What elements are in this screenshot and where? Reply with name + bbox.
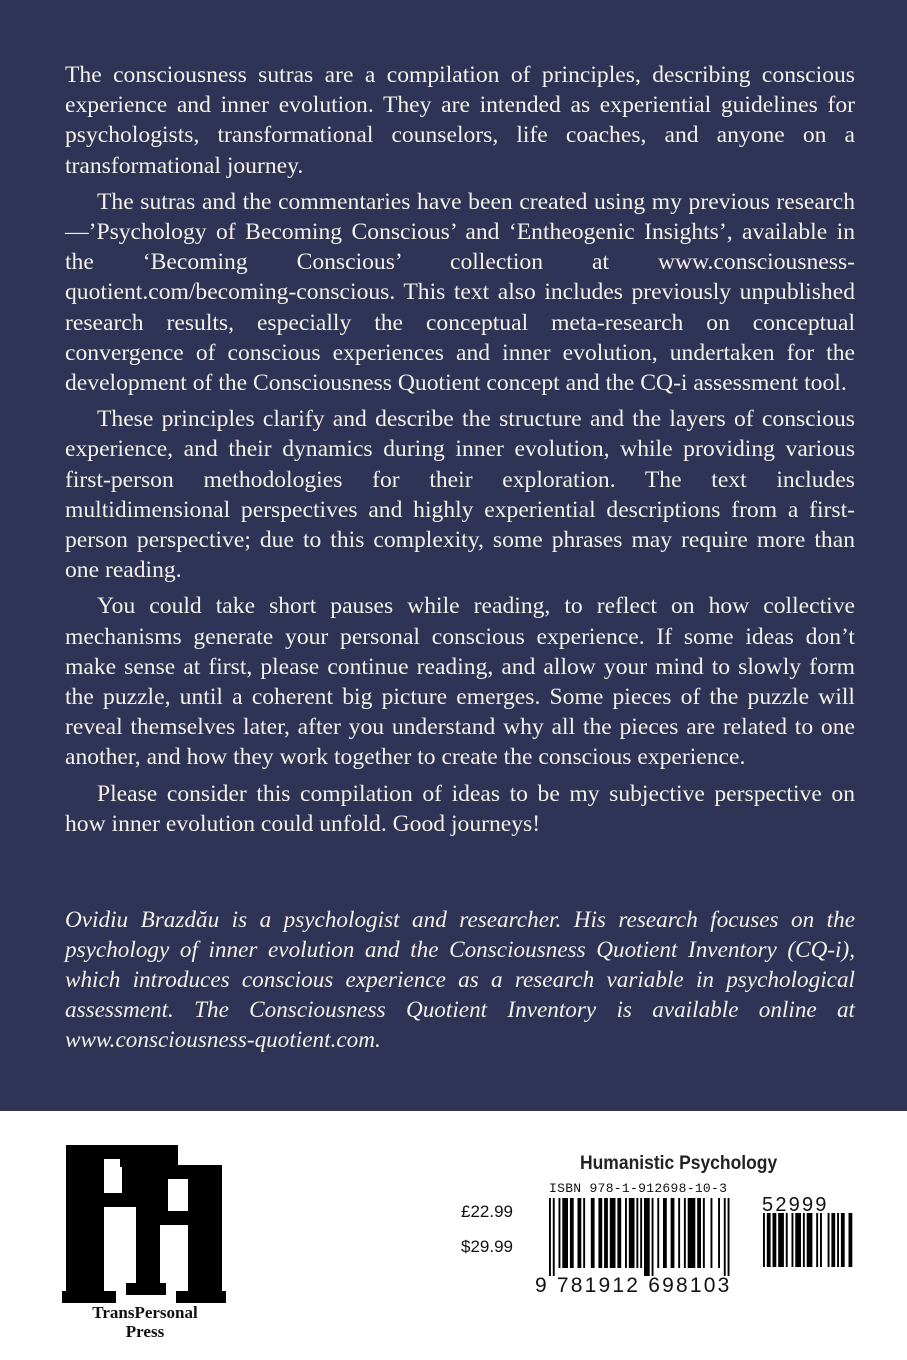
barcode-digits: 9 781912 698103 (535, 1274, 732, 1297)
addon-digits: 52999 (762, 1194, 829, 1216)
barcode-bar (718, 1198, 720, 1268)
barcode-bar (795, 1213, 801, 1267)
barcode-bar (728, 1198, 730, 1276)
publisher-name-line1: TransPersonal (92, 1303, 198, 1322)
price-usd: $29.99 (461, 1237, 513, 1256)
barcode-bar (786, 1213, 788, 1267)
barcode-bar (562, 1198, 568, 1268)
isbn-barcode (549, 1198, 749, 1276)
barcode-bar (816, 1213, 818, 1267)
barcode-panel (0, 1111, 907, 1360)
barcode-bar (678, 1198, 680, 1268)
barcode-bar (773, 1213, 777, 1267)
blurb-paragraph: You could take short pauses while reading, to reflect on how collective mechanisms generate your personal conscious experience. If some ideas don’t make sense at first, please continue reading, and allow your mind to slowly form the puzzle, until a coherent big picture emerges. Some pieces of the puzzle will reveal themselves later, after you understand why all the pieces are related to one another, and how they work together to create the conscious experience. (65, 593, 855, 771)
addon-barcode (763, 1213, 855, 1275)
blurb-paragraph: Please consider this compilation of ideas to be my subjective perspective on how inner evolution could unfold. Good journeys! (65, 780, 855, 837)
barcode-bar (767, 1213, 771, 1267)
barcode-bar (688, 1198, 696, 1268)
barcode-bar (591, 1198, 595, 1268)
barcode-bar (763, 1213, 765, 1267)
barcode-bar (831, 1213, 835, 1267)
barcode-bar (663, 1198, 667, 1268)
category-label: Humanistic Psychology (580, 1153, 778, 1174)
barcode-bar (583, 1198, 585, 1268)
barcode-bar (697, 1198, 701, 1268)
barcode-bar (778, 1213, 784, 1267)
barcode-bar (684, 1198, 686, 1268)
barcode-bar (671, 1198, 675, 1268)
back-cover-blurb (65, 60, 855, 845)
barcode-bar (636, 1198, 638, 1268)
barcode-bar (559, 1198, 561, 1268)
barcode-bar (657, 1198, 659, 1268)
barcode-bar (553, 1198, 555, 1276)
barcode-bar (711, 1198, 713, 1268)
barcode-bar (625, 1198, 627, 1268)
barcode-bar (610, 1198, 616, 1268)
barcode-bar (807, 1213, 813, 1267)
publisher-logo (62, 1141, 227, 1306)
barcode-bar (803, 1213, 805, 1267)
barcode-bar (837, 1213, 839, 1267)
barcode-bar (578, 1198, 582, 1268)
barcode-bar (724, 1198, 726, 1276)
barcode-bar (617, 1198, 621, 1268)
barcode-bar (849, 1213, 853, 1267)
barcode-bar (820, 1213, 822, 1267)
barcode-bar (604, 1198, 608, 1268)
price-gbp: £22.99 (461, 1202, 513, 1221)
barcode-bar (629, 1198, 635, 1268)
blurb-paragraph: The consciousness sutras are a compilation of principles, describing conscious experience and inner evolution. They are intended as experiential guidelines for psychologists, transformational counselors, life coaches, and anyone on a transformational journey. (65, 62, 855, 179)
blurb-paragraph: The sutras and the commentaries have been created using my previous research—’Psychology of Becoming Conscious’ and ‘Entheogenic Insights’, available in the ‘Becoming Conscious’ collection at www.consciousness-quotient.com/becoming-conscious. This text also includes previously unpublished research results, especially the conceptual meta-research on conceptual convergence of conscious experiences and inner evolution, undertaken for the development of the Consciousness Quotient concept and the CQ-i assessment tool. (65, 188, 855, 397)
barcode-bar (841, 1213, 845, 1267)
publisher-name (55, 1303, 235, 1341)
barcode-bar (570, 1198, 574, 1268)
barcode-bar (652, 1198, 654, 1276)
barcode-bar (549, 1198, 551, 1276)
publisher-name-line2: Press (125, 1322, 165, 1341)
isbn-text: ISBN 978-1-912698-10-3 (549, 1181, 728, 1196)
barcode-bar (644, 1198, 650, 1276)
author-bio: Ovidiu Brazdău is a psychologist and researcher. His research focuses on the psychology of inner evolution and the Consciousness Quotient Inventory (CQ-i), which introduces conscious experience as a research variable in psychological assessment. The Consciousness Quotient Inventory is available online at www.consciousness-quotient.com. (65, 907, 855, 1053)
blurb-paragraph: These principles clarify and describe the structure and the layers of conscious experience, and their dynamics during inner evolution, while providing various first-person methodologies for their exploration. The text includes multidimensional perspectives and highly experiential descriptions from a first-person perspective; due to this complexity, some phrases may require more than one reading. (65, 406, 855, 584)
barcode-bar (640, 1198, 642, 1268)
barcode-bar (828, 1213, 830, 1267)
barcode-bar (598, 1198, 602, 1268)
barcode-bar (792, 1213, 794, 1267)
barcode-bar (703, 1198, 705, 1268)
